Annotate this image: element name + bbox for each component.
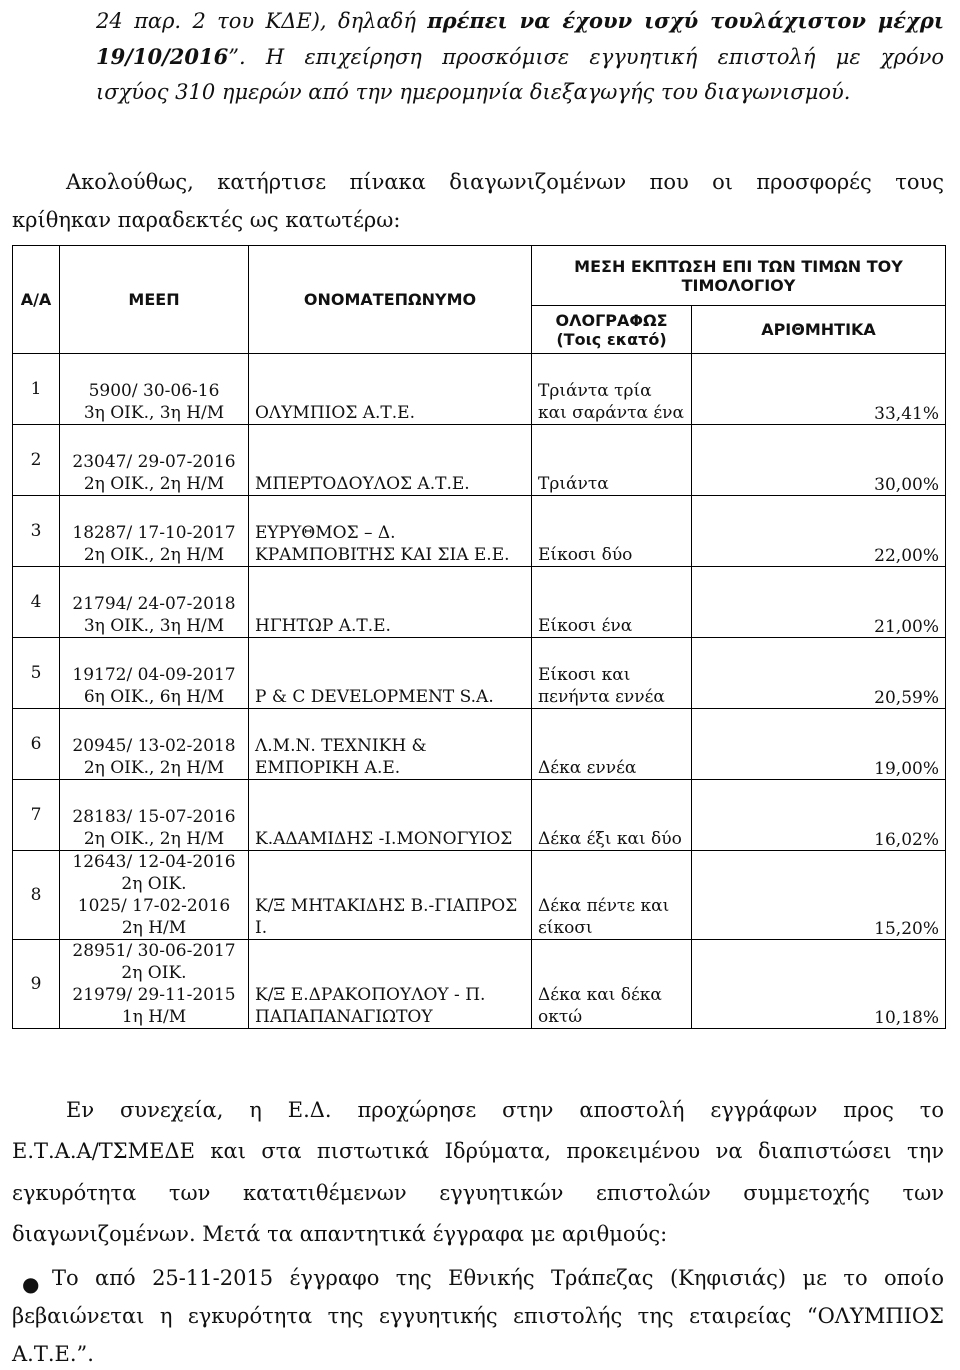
- meep-line: 23047/ 29-07-2016: [72, 452, 236, 472]
- cell-aa: 1: [13, 354, 60, 425]
- intro-line-1: 24 παρ. 2 του ΚΔΕ), δηλαδή πρέπει να έχουν ισχύ τουλάχιστον μέχρι: [96, 8, 944, 33]
- table-row: [13, 851, 946, 940]
- cell-name: ΕΥΡΥΘΜΟΣ – Δ. ΚΡΑΜΠΟΒΙΤΗΣ ΚΑΙ ΣΙΑ Ε.Ε.: [249, 496, 532, 567]
- cell-name: ΟΛΥΜΠΙΟΣ Α.Τ.Ε.: [249, 354, 532, 425]
- cell-numeric: 22,00%: [692, 496, 946, 567]
- cell-words: Δέκα πέντε και είκοσι: [532, 851, 692, 940]
- intro-line-4: Ακολούθως, κατήρτισε πίνακα διαγωνιζομένων που οι προσφορές τους: [66, 170, 944, 194]
- meep-line: 2η ΟΙΚ., 2η Η/Μ: [83, 474, 225, 494]
- cell-meep: [60, 425, 249, 496]
- meep-line: 2η Η/Μ: [121, 918, 187, 938]
- cell-words: Είκοσι και πενήντα εννέα: [532, 638, 692, 709]
- meep-line: 20945/ 13-02-2018: [72, 736, 236, 756]
- header-words: ΟΛΟΓΡΑΦΩΣ (Τοις εκατό): [532, 306, 692, 354]
- cell-name: Κ/Ξ ΜΗΤΑΚΙΔΗΣ Β.-ΓΙΑΠΡΟΣ Ι.: [249, 851, 532, 940]
- intro-line-5: κρίθηκαν παραδεκτές ως κατωτέρω:: [12, 208, 401, 232]
- bullet-dot-icon: ●: [22, 1272, 40, 1296]
- cell-numeric: 16,02%: [692, 780, 946, 851]
- meep-line: 2η ΟΙΚ., 2η Η/Μ: [83, 829, 225, 849]
- header-numeric: ΑΡΙΘΜΗΤΙΚΑ: [692, 306, 946, 354]
- table-row: [13, 940, 946, 1029]
- intro-line-2: 19/10/2016”. Η επιχείρηση προσκόμισε εγγυητική επιστολή με χρόνο: [96, 44, 944, 69]
- meep-line: 21979/ 29-11-2015: [72, 985, 236, 1005]
- cell-words: Τριάντα: [532, 425, 692, 496]
- cell-meep: [60, 940, 249, 1029]
- meep-line: 3η ΟΙΚ., 3η Η/Μ: [83, 403, 225, 423]
- cell-aa: 2: [13, 425, 60, 496]
- cell-meep: [60, 851, 249, 940]
- meep-line: 1025/ 17-02-2016: [77, 896, 231, 916]
- meep-line: 2η ΟΙΚ.: [121, 874, 187, 894]
- meep-line: 18287/ 17-10-2017: [72, 523, 236, 543]
- cell-name: ΜΠΕΡΤΟΔΟΥΛΟΣ Α.Τ.Ε.: [249, 425, 532, 496]
- cell-words: Είκοσι ένα: [532, 567, 692, 638]
- meep-line: 2η ΟΙΚ., 2η Η/Μ: [83, 545, 225, 565]
- cell-aa: 5: [13, 638, 60, 709]
- cell-meep: [60, 780, 249, 851]
- meep-line: 21794/ 24-07-2018: [72, 594, 236, 614]
- header-aa: Α/Α: [13, 246, 60, 354]
- outro-line-2: Ε.Τ.Α.Α/ΤΣΜΕΔΕ και στα πιστωτικά Ιδρύματα, προκειμένου να διαπιστώσει την: [12, 1139, 944, 1163]
- outro-line-3: εγκυρότητα των κατατιθέμενων εγγυητικών επιστολών συμμετοχής των: [12, 1181, 944, 1205]
- cell-numeric: 10,18%: [692, 940, 946, 1029]
- meep-line: 2η ΟΙΚ., 2η Η/Μ: [83, 758, 225, 778]
- meep-line: 2η ΟΙΚ.: [121, 963, 187, 983]
- cell-meep: [60, 496, 249, 567]
- table-row: [13, 496, 946, 567]
- meep-line: 12643/ 12-04-2016: [72, 852, 236, 872]
- meep-line: 1η Η/Μ: [121, 1007, 187, 1027]
- cell-words: Τριάντα τρία και σαράντα ένα: [532, 354, 692, 425]
- meep-line: 28183/ 15-07-2016: [72, 807, 236, 827]
- cell-words: Δέκα εννέα: [532, 709, 692, 780]
- cell-numeric: 21,00%: [692, 567, 946, 638]
- cell-numeric: 33,41%: [692, 354, 946, 425]
- cell-numeric: 20,59%: [692, 638, 946, 709]
- cell-name: Κ.ΑΔΑΜΙΔΗΣ -Ι.ΜΟΝΟΓΥΙΟΣ: [249, 780, 532, 851]
- bullet-line-3: Α.Τ.Ε.”.: [12, 1342, 94, 1366]
- cell-aa: 6: [13, 709, 60, 780]
- intro-line-3: ισχύος 310 ημερών από την ημερομηνία διεξαγωγής του διαγωνισμού.: [96, 80, 851, 104]
- table-row: [13, 780, 946, 851]
- bullet-line-1: Το από 25-11-2015 έγγραφο της Εθνικής Τράπεζας (Κηφισιάς) με το οποίο: [52, 1266, 944, 1290]
- table-row: [13, 638, 946, 709]
- meep-line: 3η ΟΙΚ., 3η Η/Μ: [83, 616, 225, 636]
- meep-line: 19172/ 04-09-2017: [72, 665, 236, 685]
- cell-meep: [60, 567, 249, 638]
- cell-aa: 7: [13, 780, 60, 851]
- bullet-line-2: βεβαιώνεται η εγκυρότητα της εγγυητικής επιστολής της εταιρείας “ΟΛΥΜΠΙΟΣ: [12, 1304, 944, 1328]
- cell-aa: 9: [13, 940, 60, 1029]
- cell-name: Λ.Μ.Ν. ΤΕΧΝΙΚΗ & ΕΜΠΟΡΙΚΗ Α.Ε.: [249, 709, 532, 780]
- cell-name: Ρ & C DEVELOPMENT S.A.: [249, 638, 532, 709]
- meep-line: 28951/ 30-06-2017: [72, 941, 236, 961]
- cell-words: Δέκα και δέκα οκτώ: [532, 940, 692, 1029]
- cell-words: Είκοσι δύο: [532, 496, 692, 567]
- outro-line-1: Εν συνεχεία, η Ε.Δ. προχώρησε στην αποστολή εγγράφων προς το: [66, 1098, 944, 1122]
- cell-aa: 8: [13, 851, 60, 940]
- outro-line-4: διαγωνιζομένων. Μετά τα απαντητικά έγγραφα με αριθμούς:: [12, 1222, 668, 1246]
- cell-name: Κ/Ξ Ε.ΔΡΑΚΟΠΟΥΛΟΥ - Π. ΠΑΠΑΠΑΝΑΓΙΩΤΟΥ: [249, 940, 532, 1029]
- cell-meep: [60, 354, 249, 425]
- table-row: [13, 354, 946, 425]
- meep-line: 5900/ 30-06-16: [88, 381, 220, 401]
- meep-line: 6η ΟΙΚ., 6η Η/Μ: [83, 687, 225, 707]
- header-name: ΟΝΟΜΑΤΕΠΩΝΥΜΟ: [249, 246, 532, 354]
- header-meep: ΜΕΕΠ: [60, 246, 249, 354]
- bidders-table: [12, 245, 946, 1029]
- table-row: [13, 709, 946, 780]
- cell-numeric: 19,00%: [692, 709, 946, 780]
- table-row: [13, 567, 946, 638]
- cell-name: ΗΓΗΤΩΡ Α.Τ.Ε.: [249, 567, 532, 638]
- cell-numeric: 30,00%: [692, 425, 946, 496]
- cell-meep: [60, 709, 249, 780]
- cell-aa: 3: [13, 496, 60, 567]
- table-row: [13, 425, 946, 496]
- cell-meep: [60, 638, 249, 709]
- cell-numeric: 15,20%: [692, 851, 946, 940]
- cell-words: Δέκα έξι και δύο: [532, 780, 692, 851]
- cell-aa: 4: [13, 567, 60, 638]
- header-discount: ΜΕΣΗ ΕΚΠΤΩΣΗ ΕΠΙ ΤΩΝ ΤΙΜΩΝ ΤΟΥ ΤΙΜΟΛΟΓΙΟΥ: [532, 246, 946, 306]
